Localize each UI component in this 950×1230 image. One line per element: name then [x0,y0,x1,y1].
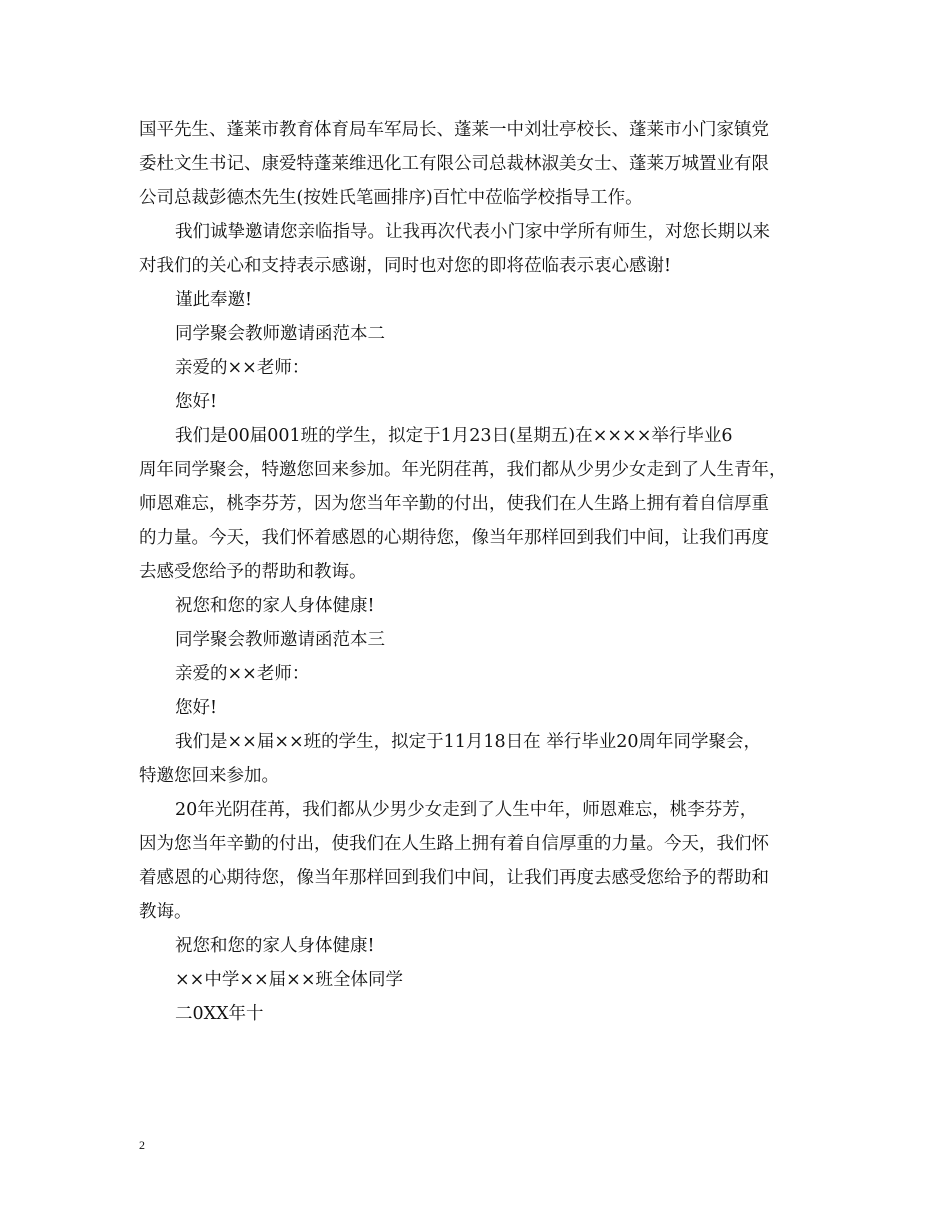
text-line: 着感恩的心期待您，像当年那样回到我们中间，让我们再度去感受您给予的帮助和 [139,868,769,888]
greeting: 您好! [175,392,218,412]
text-line: 师恩难忘，桃李芬芳，因为您当年辛勤的付出，使我们在人生路上拥有着自信厚重 [139,494,769,514]
text-line: 的力量。今天，我们怀着感恩的心期待您，像当年那样回到我们中间，让我们再度 [139,528,769,548]
salutation: 亲爱的××老师： [175,358,310,378]
text-line: 去感受您给予的帮助和教诲。 [139,562,367,582]
paragraph-first-line: 我们是××届××班的学生，拟定于11月18日在 举行毕业20周年同学聚会， [175,732,762,752]
closing-line: 祝您和您的家人身体健康! [175,936,375,956]
document-body [139,113,825,1031]
paragraph-first-line: 我们诚挚邀请您亲临指导。让我再次代表小门家中学所有师生，对您长期以来 [175,222,770,242]
closing-line: 祝您和您的家人身体健康! [175,596,375,616]
paragraph-first-line: 我们是00届001班的学生，拟定于1月23日(星期五)在××××举行毕业6 [175,426,733,446]
text-line: 因为您当年辛勤的付出，使我们在人生路上拥有着自信厚重的力量。今天，我们怀 [139,834,769,854]
text-line: 对我们的关心和支持表示感谢，同时也对您的即将莅临表示衷心感谢! [139,256,672,276]
text-line: 教诲。 [139,902,192,922]
date-line: 二0XX年十 [175,1004,264,1024]
text-line: 周年同学聚会，特邀您回来参加。年光阴荏苒，我们都从少男少女走到了人生青年， [139,460,787,480]
text-line: 委杜文生书记、康爱特蓬莱维迅化工有限公司总裁林淑美女士、蓬莱万城置业有限 [139,154,769,174]
salutation: 亲爱的××老师： [175,664,310,684]
section-heading: 同学聚会教师邀请函范本三 [175,630,385,650]
section-heading: 同学聚会教师邀请函范本二 [175,324,385,344]
text-line: 公司总裁彭德杰先生(按姓氏笔画排序)百忙中莅临学校指导工作。 [139,188,643,208]
greeting: 您好! [175,698,218,718]
closing-line: 谨此奉邀! [175,290,253,310]
signature-line: ××中学××届××班全体同学 [175,970,403,990]
page-number: 2 [139,1138,145,1152]
text-line: 国平先生、蓬莱市教育体育局车军局长、蓬莱一中刘壮亭校长、蓬莱市小门家镇党 [139,120,769,140]
text-line: 特邀您回来参加。 [139,766,279,786]
paragraph-first-line: 20年光阴荏苒，我们都从少男少女走到了人生中年，师恩难忘，桃李芬芳， [175,800,758,820]
